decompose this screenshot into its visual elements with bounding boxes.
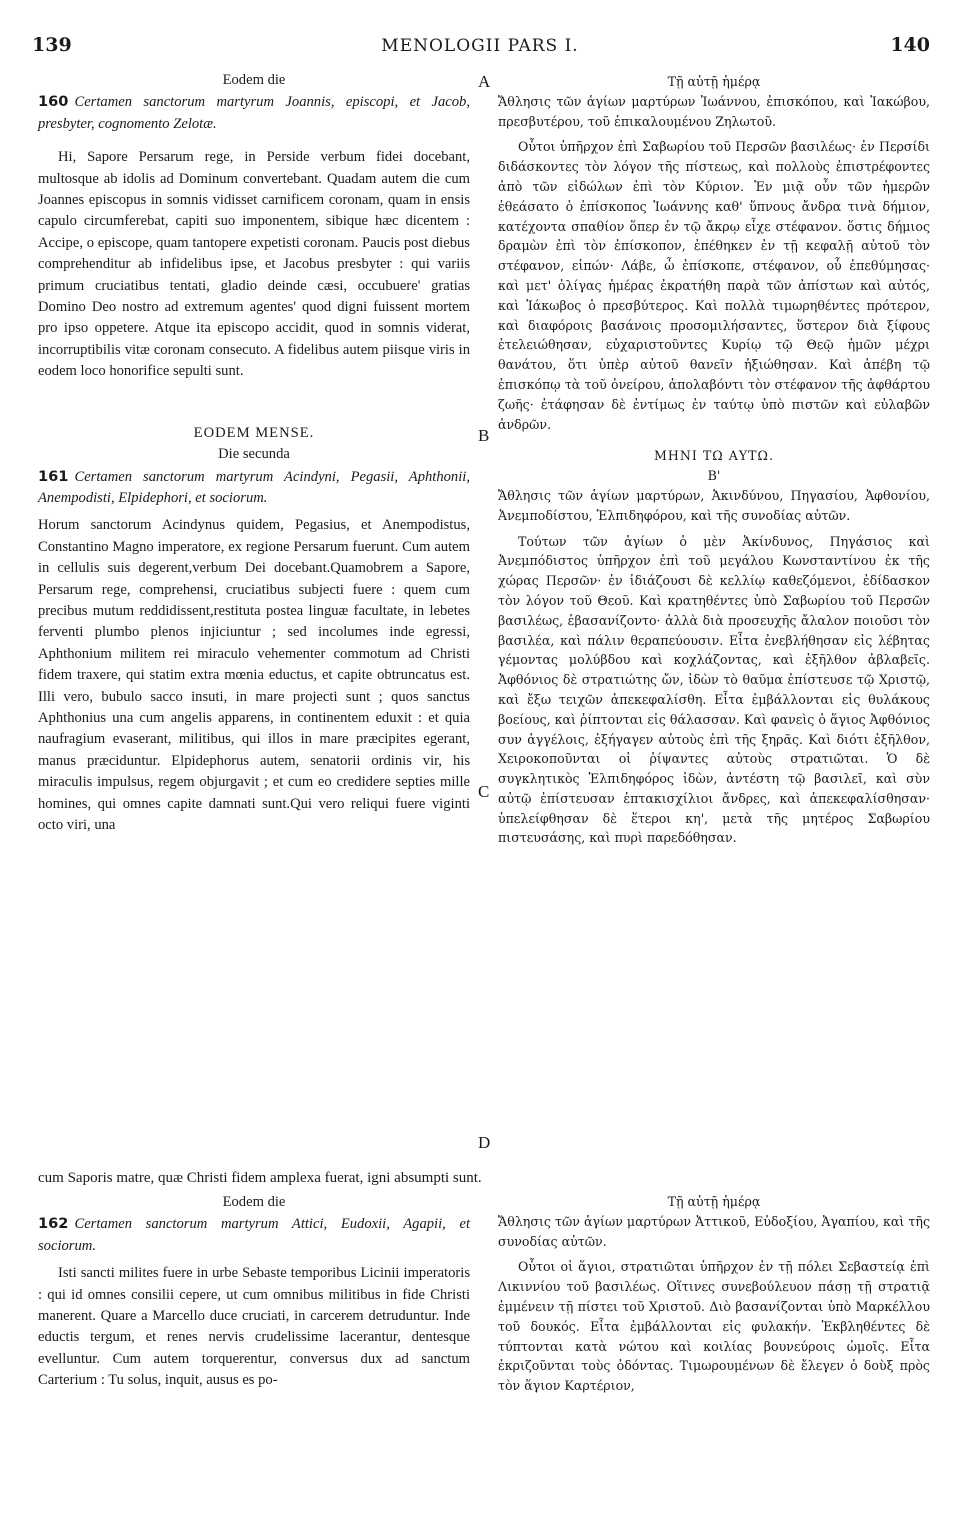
latin-160-heading: [38, 91, 470, 135]
latin-spanning-line: cum Saporis matre, quæ Christi fidem amplexa fuerat, igni absumpti sunt.: [38, 1170, 482, 1186]
latin-160-text: Hi, Sapore Persarum rege, in Perside verbum fidei docebant, multosque ab idolis ad Dominum convertebant. Quadam autem die cum Joannes episcopus in somnis vidisset carnificem coronam, quam in ensis capulo circumferebat, capiti suo imponentem, sibique hæc dicentem : Accipe, o episcope, quam tantopere expetisti coronam. Paucis post diebus comprehenditur ab infidelibus ipse, et Jacobus presbyter : qui variis primum cruciatibus tentati, gladio deinde cæsi, occubuere' gratias Domino Deo nostro ad extremum agentes' quod digni fuissent mortem pro ipso oppetere. Atque ita episcopo accidit, quod in somnis viderat, incorruptibilis vitæ coronam consecuto. A fidelibus autem piisque viris in eodem loco honorifice sepulti sunt.: [38, 149, 470, 380]
latin-162-text: Isti sancti milites fuere in urbe Sebaste temporibus Licinii imperatoris : qui id omnes consilii cepere, ut cum omnibus militibus in fide Christi manerent. Quare a Marcello duce cruciati, in carcerem detruduntur. Inde eductis tergum, et renes nervis crudelissime lacerantur, dentesque evelluntur. Cum autem torquerentur, conversus dux ad sanctum Carterium : Tu solus, inquit, ausus es po-: [38, 1265, 470, 1389]
page-header: [30, 34, 930, 64]
greek-mense: ΜΗΝΙ ΤΩ ΑΥΤΩ.: [654, 448, 774, 464]
latin-162-heading-text: Certamen sanctorum martyrum Attici, Eudoxii, Agapii, et sociorum.: [38, 1216, 470, 1254]
entry-number-162: 162: [38, 1215, 69, 1233]
latin-160-heading-text: Certamen sanctorum martyrum Joannis, episcopi, et Jacob, presbyter, cognomento Zelotæ.: [38, 94, 470, 132]
left-page-number: 139: [32, 34, 72, 56]
margin-marker-a: A: [478, 72, 491, 91]
latin-161-heading: [38, 466, 470, 510]
latin-162-day: Eodem die: [222, 1194, 286, 1210]
greek-160-text: Οὗτοι ὑπῆρχον ἐπὶ Σαβωρίου τοῦ Περσῶν βασιλέως· ἐν Περσίδι διδάσκοντες τὸν λόγον τῆς πίστεως, καὶ πολλοὺς ἐπιστρέφοντες ἀπὸ τῶν εἰδώλων ἐπὶ τὸν Κύριον. Ἐν μιᾷ οὖν τῶν ἡμερῶν ἐθεάσατο ὁ ἐπίσκοπος Ἰωάννης καθ' ὕπνους ἄνδρα τινὰ δήμιον, κατέχοντα σπαθίον ὅπερ ἐν τῷ ἄκρῳ εἶχε στέφανον. ὅστις δήμιος δραμὼν ἐπὶ τὸν ἐπίσκοπον, ἐπέθηκεν ἐν τῇ κεφαλῇ αὐτοῦ τὸν στέφανον, εἰπών· Λάβε, ὦ ἐπίσκοπε, στέφανον, οὗ ἐπεθύμησας· καὶ μετ' ὀλίγας ἡμέρας ἐκρατήθη παρὰ τῶν ἀπίστων καὶ αὐτός, καὶ Ἰάκωβος ὁ πρεσβύτερος. Καὶ πολλὰ τιμωρηθέντες πρότερον, καὶ διαφόροις βασάνοις προσομιλήσαντες, ὕστερον διὰ ξίφους ἐτελειώθησαν, εὐχαριστοῦντες Κυρίῳ τῷ Θεῷ ἡμῶν μέχρι θανάτου, ὅτι ὑπὲρ αὐτοῦ θανεῖν ἠξιώθησαν. Καὶ ἀπέβη τῷ ἐπισκόπῳ τὰ τοῦ ὀνείρου, ἀπολαβόντι τὸν στέφανον τῆς ἀφθάρτου ζωῆς· ἐτάφησαν δὲ ἐντίμως ἐν ταύτῳ ὑπὸ πιστῶν καὶ εὐλαβῶν ἀνδρῶν.: [498, 139, 930, 432]
entry-number-160: 160: [38, 93, 69, 111]
greek-160-heading: Ἄθλησις τῶν ἁγίων μαρτύρων Ἰωάννου, ἐπισκόπου, καὶ Ἰακώβου, πρεσβυτέρου, τοῦ ἐπικαλουμένου Ζηλωτοῦ.: [498, 93, 930, 129]
greek-161-heading: Ἄθλησις τῶν ἁγίων μαρτύρων, Ἀκινδύνου, Πηγασίου, Ἀφθονίου, Ἀνεμποδίστου, Ἐλπιδηφόρου, καὶ τῆς συνοδίας αὐτῶν.: [498, 487, 930, 523]
latin-160-day: Eodem die: [222, 72, 286, 88]
greek-161-day: Β': [707, 468, 721, 484]
margin-marker-b: B: [478, 426, 490, 445]
running-title: MENOLOGII PARS I.: [381, 36, 579, 56]
latin-column-top: [38, 70, 470, 1166]
latin-161-heading-text: Certamen sanctorum martyrum Acindyni, Pegasii, Aphthonii, Anempodisti, Elpidephori, et sociorum.: [38, 468, 470, 506]
margin-marker-c: C: [478, 782, 490, 801]
greek-162-text: Οὗτοι οἱ ἅγιοι, στρατιῶται ὑπῆρχον ἐν τῇ πόλει Σεβαστείᾳ ἐπὶ Λικιννίου τοῦ βασιλέως. Οἵτινες συνεβούλευον πάσῃ τῇ στρατιᾷ ἐμμένειν τῇ πίστει τοῦ Χριστοῦ. Διὸ βασανίζονται ὑπὸ Μαρκέλλου τοῦ δουκός. Εἶτα ἐμβάλλονται εἰς φυλακήν. Ἐκβληθέντες δὲ τύπτονται κατὰ νώτου καὶ κοιλίας βουνεύροις ὠμοῖς. Εἶτα ἐκριζοῦνται τοὺς ὀδόντας. Τιμωρουμένων δὲ ἔλεγεν ὁ δοὺξ πρὸς τὸν ἅγιον Καρτέριον,: [498, 1259, 930, 1394]
margin-marker-d: D: [478, 1133, 491, 1152]
greek-162-day: Τῇ αὐτῇ ἡμέρᾳ: [667, 1194, 761, 1209]
greek-column-bottom: [498, 1192, 930, 1396]
latin-161-day: Die secunda: [218, 446, 290, 463]
latin-162-heading: [38, 1213, 470, 1257]
latin-column-bottom: [38, 1192, 470, 1392]
entry-number-161: 161: [38, 467, 69, 485]
right-page-number: 140: [890, 34, 930, 56]
greek-160-day: Τῇ αὐτῇ ἡμέρᾳ: [667, 74, 761, 89]
latin-eodem-mense: EODEM MENSE.: [193, 424, 315, 441]
latin-161-text: Horum sanctorum Acindynus quidem, Pegasius, et Anempodistus, Constantino Magno imperatore, ex regione Persarum fuerunt. Cum autem in cellulis suis degerent,verbum Dei docebant.Quamobrem a Sapore, Persarum rege, comprehensi, cruciatibus subjecti fuere : quem cum precibus mutum reddidissent,restituta postea linguæ facultate, in lebetes ferventi plumbo plenos injiciuntur ; sed incolumes inde egressi, Aphthonium militem rei miraculo vehementer commotum ad Christi fidem traxere, qui statim extra mœnia eductus, et capite obtruncatus est. Illi vero, bubulo sacco insuti, in mare projecti sunt ; quos sanctus Aphthonius una cum angelis apparens, in continentem eduxit : et quia naufragium evaserant, militibus, qui illos in mare præcipites egerant, manus præciduntur. Elpidephorus autem, senatorii ordinis vir, his miraculis impulsus, regem objurgavit ; et cum eo credidere septies mille homines, qui omnes capite damnati sunt.Qui vero reliqui fuere viginti octo viri, una: [38, 517, 470, 833]
greek-161-text: Τούτων τῶν ἁγίων ὁ μὲν Ἀκίνδυνος, Πηγάσιος καὶ Ἀνεμπόδιστος ὑπῆρχον ἐπὶ τοῦ μεγάλου Κωνσταντίνου ἐκ τῆς χώρας Περσῶν· ἐν ἰδιάζουσι δὲ κελλίῳ καθεζόμενοι, ἐδίδασκον τὸν λόγον τοῦ Θεοῦ. Καὶ κρατηθέντες ὑπὸ Σαβωρίου τοῦ Περσῶν βασιλέως, ἐβασανίζοντο· ἀλλὰ διὰ προσευχῆς ἄλαλον ποιοῦσι τὸν βασιλέα, καὶ πάλιν θεραπεύουσιν. Εἶτα ἐνεβλήθησαν εἰς λέβητας γέμοντας μολύβδου καὶ κοχλάζοντας, καὶ ἐξῆλθον ἀβλαβεῖς. Ἀφθόνιος δὲ στρατιώτης ὤν, ἰδὼν τὸ θαῦμα ἐπίστευσε τῷ Χριστῷ, καὶ ἔξω τειχῶν ἀπεκεφαλίσθη. Εἶτα ἐμβάλλονται εἰς θυλάκους βοείους, καὶ ῥίπτονται εἰς θάλασσαν. Καὶ φανεὶς ὁ ἅγιος Ἀφθόνιος συν ἀγγέλοις, ἐξήγαγεν αὐτοὺς ἐπὶ τῆς ξηρᾶς. Καὶ διότι ἐξῆλθον, Χειροκοποῦνται οἱ ῥίψαντες αὐτοὺς στρατιῶται. Ὁ δὲ συγκλητικὸς Ἐλπιδηφόρος ἰδὼν, ἀντέστη τῷ βασιλεῖ, καὶ σὺν αὐτῷ ἐπίστευσαν ἑπτακισχίλιοι ἄνδρες, καὶ ἀπεκεφαλίσθησαν· ὑπελείφθησαν δὲ ἕτεροι κη', μετὰ τῆς μητέρος Σαβωρίου πιστευσάσης, καὶ πυρὶ παρεδόθησαν.: [498, 533, 930, 846]
greek-column-top: [498, 72, 930, 1168]
greek-162-heading: Ἄθλησις τῶν ἁγίων μαρτύρων Ἀττικοῦ, Εὐδοξίου, Ἀγαπίου, καὶ τῆς συνοδίας αὐτῶν.: [498, 1213, 930, 1249]
